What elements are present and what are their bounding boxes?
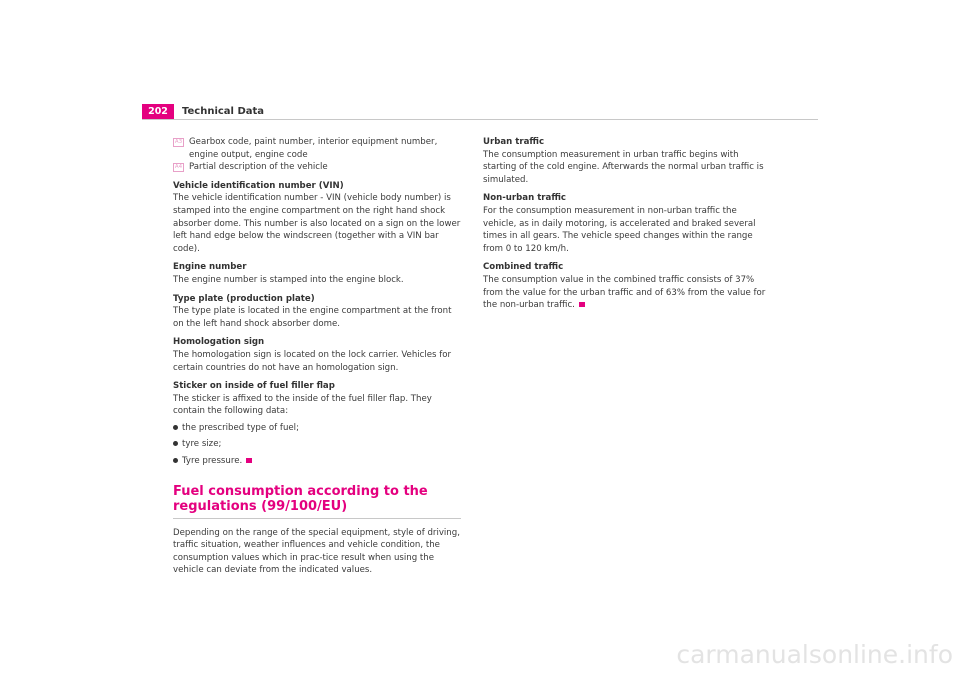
combined-traffic-paragraph (483, 274, 771, 312)
page-header (142, 104, 818, 120)
section-title: Technical Data (182, 106, 265, 117)
page-number: 202 (142, 104, 174, 119)
header-rule (142, 119, 818, 120)
engine-number-text: The engine number is stamped into the engine block. (173, 274, 404, 285)
legend-text-a4: Partial description of the vehicle (189, 162, 328, 173)
sticker-text: The sticker is affixed to the inside of the fuel filler flap. They contain the following data: (173, 393, 432, 417)
urban-traffic-heading: Urban traffic (483, 137, 545, 147)
bullet-item (173, 422, 461, 435)
legend-text-a3: Gearbox code, paint number, interior equipment number, engine output, engine code (189, 137, 438, 160)
type-plate-text: The type plate is located in the engine compartment at the front on the left hand shock absorber dome. (173, 306, 452, 329)
section-end-icon (246, 458, 252, 463)
fuel-consumption-heading: Fuel consumption according to the regulations (99/100/EU) (173, 484, 461, 519)
bullet-text: the prescribed type of fuel; (182, 422, 299, 433)
legend-marker-a4: A4 (174, 164, 183, 171)
bullet-text: Tyre pressure. (182, 456, 243, 467)
sticker-heading: Sticker on inside of fuel filler flap (173, 381, 335, 392)
bullet-dot-icon (173, 425, 178, 430)
homologation-text: The homologation sign is located on the lock carrier. Vehicles for certain countries do not have an homologation sign. (173, 349, 452, 373)
bullet-dot-icon (173, 458, 178, 463)
watermark: carmanualsonline.info (676, 640, 953, 669)
combined-traffic-heading: Combined traffic (483, 262, 564, 273)
non-urban-traffic-text: For the consumption measurement in non-urban traffic the vehicle, as in daily motoring, is accelerated and braked several times in all gears. The vehicle speed changes within the range from 0 to 120 km/h. (483, 205, 756, 254)
section-end-icon (579, 302, 585, 307)
legend-item-a3 (173, 136, 461, 161)
non-urban-traffic-heading: Non-urban traffic (483, 193, 567, 204)
vin-text: The vehicle identification number - VIN (vehicle body number) is stamped into the engine compartment on the right hand shock absorber dome. This number is also located on a sign on the lower left hand edge below the windscreen (together with a VIN bar code). (173, 193, 461, 254)
bullet-dot-icon (173, 441, 178, 446)
right-column (483, 136, 771, 312)
fuel-consumption-intro: Depending on the range of the special equipment, style of driving, traffic situation, weather influences and vehicle condition, the consumption values which in prac-tice result when using the vehicle can deviate from the indicated values. (173, 527, 460, 576)
vin-heading: Vehicle identification number (VIN) (173, 180, 344, 191)
combined-traffic-text: The consumption value in the combined traffic consists of 37% from the value for the urban traffic and of 63% from the value for the non-urban traffic. (483, 274, 766, 311)
type-plate-heading: Type plate (production plate) (173, 293, 315, 304)
urban-traffic-text: The consumption measurement in urban traffic begins with starting of the cold engine. Afterwards the normal urban traffic is simulated. (483, 149, 764, 185)
engine-number-heading: Engine number (173, 262, 247, 273)
bullet-item (173, 438, 461, 451)
bullet-item (173, 455, 461, 468)
left-column (173, 136, 461, 577)
legend-marker-a3: A3 (174, 139, 183, 145)
homologation-heading: Homologation sign (173, 337, 265, 348)
legend-item-a4 (173, 161, 461, 174)
bullet-text: tyre size; (182, 439, 222, 450)
